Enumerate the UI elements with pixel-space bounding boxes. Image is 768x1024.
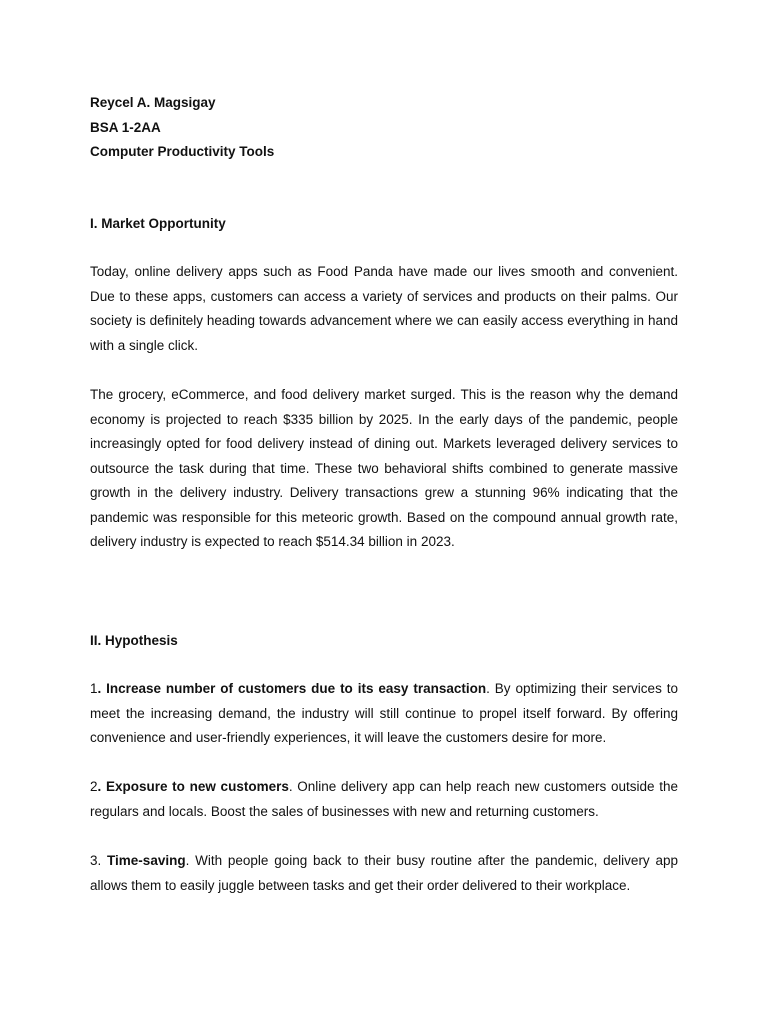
hypothesis-heading: II. Hypothesis <box>90 633 178 648</box>
hypothesis-item-1 <box>90 677 678 751</box>
hypothesis-item-title: . Exposure to new customers <box>97 779 289 794</box>
hypothesis-item-body: . With people going back to their busy routine after the pandemic, delivery app allows them to easily juggle between tasks and get their order delivered to their workplace. <box>90 853 678 893</box>
document-header <box>90 91 690 165</box>
market-paragraph-2: The grocery, eCommerce, and food delivery market surged. This is the reason why the demand economy is projected to reach $335 billion by 2025. In the early days of the pandemic, people increasingly opted for food delivery instead of dining out. Markets leveraged delivery services to outsource the task during that time. These two behavioral shifts combined to generate massive growth in the delivery industry. Delivery transactions grew a stunning 96% indicating that the pandemic was responsible for this meteoric growth. Based on the compound annual growth rate, delivery industry is expected to reach $514.34 billion in 2023. <box>90 387 678 549</box>
hypothesis-item-body: . Online delivery app can help reach new customers outside the regulars and locals. Boost the sales of businesses with new and returning customers. <box>90 779 678 819</box>
hypothesis-item-title: . Increase number of customers due to its easy transaction <box>97 681 487 696</box>
hypothesis-item-body: . By optimizing their services to meet the increasing demand, the industry will still continue to propel itself forward. By offering convenience and user-friendly experiences, it will leave the customers desire for more. <box>90 681 678 745</box>
hypothesis-item-number: 1 <box>90 681 98 696</box>
hypothesis-item-number: 3. <box>90 853 108 868</box>
market-opportunity-heading: I. Market Opportunity <box>90 216 226 231</box>
author-section: BSA 1-2AA <box>90 119 161 135</box>
market-paragraph-1: Today, online delivery apps such as Food Panda have made our lives smooth and convenient. Due to these apps, customers can access a variety of services and products on their palms. Our society is definitely heading towards advancement where we can easily access everything in hand with a single click. <box>90 264 678 353</box>
hypothesis-item-title: Time-saving <box>107 853 186 868</box>
course-title: Computer Productivity Tools <box>90 144 275 159</box>
hypothesis-item-2 <box>90 775 678 824</box>
author-name: Reycel A. Magsigay <box>90 95 216 110</box>
hypothesis-item-number: 2 <box>90 779 98 794</box>
hypothesis-item-3 <box>90 849 678 898</box>
